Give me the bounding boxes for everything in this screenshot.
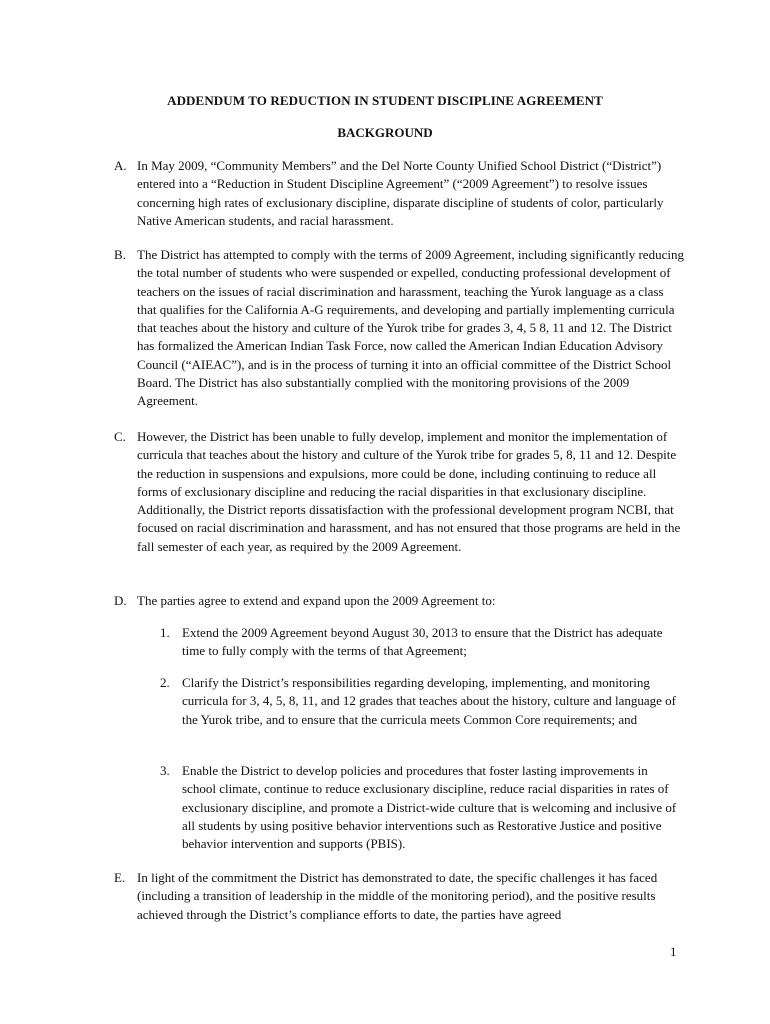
paragraph-text: However, the District has been unable to fully develop, implement and monitor the implementation of curricula that teaches about the history and culture of the Yurok tribe for grades 5, 8, 11 and 12. Despite the reduction in suspensions and expulsions, more could be done, including continuing to reduce all forms of exclusionary discipline and reducing the racial disparities in that exclusionary discipline. Additionally, the District reports dissatisfaction with the professional development program NCBI, that focused on racial discrimination and harassment, and has not ensured that those programs are held in the fall semester of each year, as required by the 2009 Agreement.	[137, 429, 681, 554]
list-item-text: Enable the District to develop policies and procedures that foster lasting improvements in school climate, continue to reduce exclusionary discipline, reduce racial disparities in rates of exclusionary discipline, and promote a District-wide culture that is welcoming and inclusive of all students by using positive behavior interventions such as Restorative Justice and positive behavior intervention and supports (PBIS).	[182, 763, 677, 852]
list-item-label: 1.	[160, 625, 170, 640]
paragraph-text: The District has attempted to comply with the terms of 2009 Agreement, including significantly reducing the total number of students who were suspended or expelled, conducting professional development of teachers on the issues of racial discrimination and harassment, teaching the Yurok language as a class that qualifies for the California A-G requirements, and developing and partially implementing curricula that teaches about the history and culture of the Yurok tribe for grades 3, 4, 5 8, 11 and 12. The District has formalized the American Indian Task Force, now called the American Indian Education Advisory Council (“AIEAC”), and is in the process of turning it into an official committee of the District School Board. The District has also substantially complied with the monitoring provisions of the 2009 Agreement.	[137, 247, 684, 409]
list-item-text: Clarify the District’s responsibilities regarding developing, implementing, and monitoring curricula for 3, 4, 5, 8, 11, and 12 grades that teaches about the history, culture and language of the Yurok tribe, and to ensure that the curricula meets Common Core requirements; and	[182, 675, 676, 727]
paragraph-e	[114, 869, 684, 924]
paragraph-text: In May 2009, “Community Members” and the Del Norte County Unified School District (“District”) entered into a “Reduction in Student Discipline Agreement” (“2009 Agreement”) to resolve issues concerning high rates of exclusionary discipline, disparate discipline of students of color, particularly Native American students, and racial harassment.	[137, 158, 664, 228]
paragraph-label: A.	[114, 158, 127, 173]
paragraph-label: B.	[114, 247, 126, 262]
paragraph-text: In light of the commitment the District has demonstrated to date, the specific challenges it has faced (including a transition of leadership in the middle of the monitoring period), and the positive results achieved through the District’s compliance efforts to date, the parties have agreed	[137, 870, 658, 922]
section-heading: BACKGROUND	[337, 125, 433, 140]
list-item-1	[160, 624, 680, 661]
page-number: 1	[670, 944, 677, 959]
list-item-2	[160, 674, 680, 729]
paragraph-label: C.	[114, 429, 126, 444]
paragraph-label: E.	[114, 870, 126, 885]
list-item-text: Extend the 2009 Agreement beyond August 30, 2013 to ensure that the District has adequate time to fully comply with the terms of that Agreement;	[182, 625, 663, 659]
paragraph-c	[114, 428, 684, 556]
list-item-label: 2.	[160, 675, 170, 690]
paragraph-a	[114, 157, 684, 230]
paragraph-d	[114, 592, 684, 610]
paragraph-label: D.	[114, 593, 127, 608]
list-item-label: 3.	[160, 763, 170, 778]
list-item-3	[160, 762, 680, 853]
paragraph-text: The parties agree to extend and expand upon the 2009 Agreement to:	[137, 593, 496, 608]
document-title: ADDENDUM TO REDUCTION IN STUDENT DISCIPLINE AGREEMENT	[167, 93, 603, 108]
paragraph-b	[114, 246, 684, 411]
